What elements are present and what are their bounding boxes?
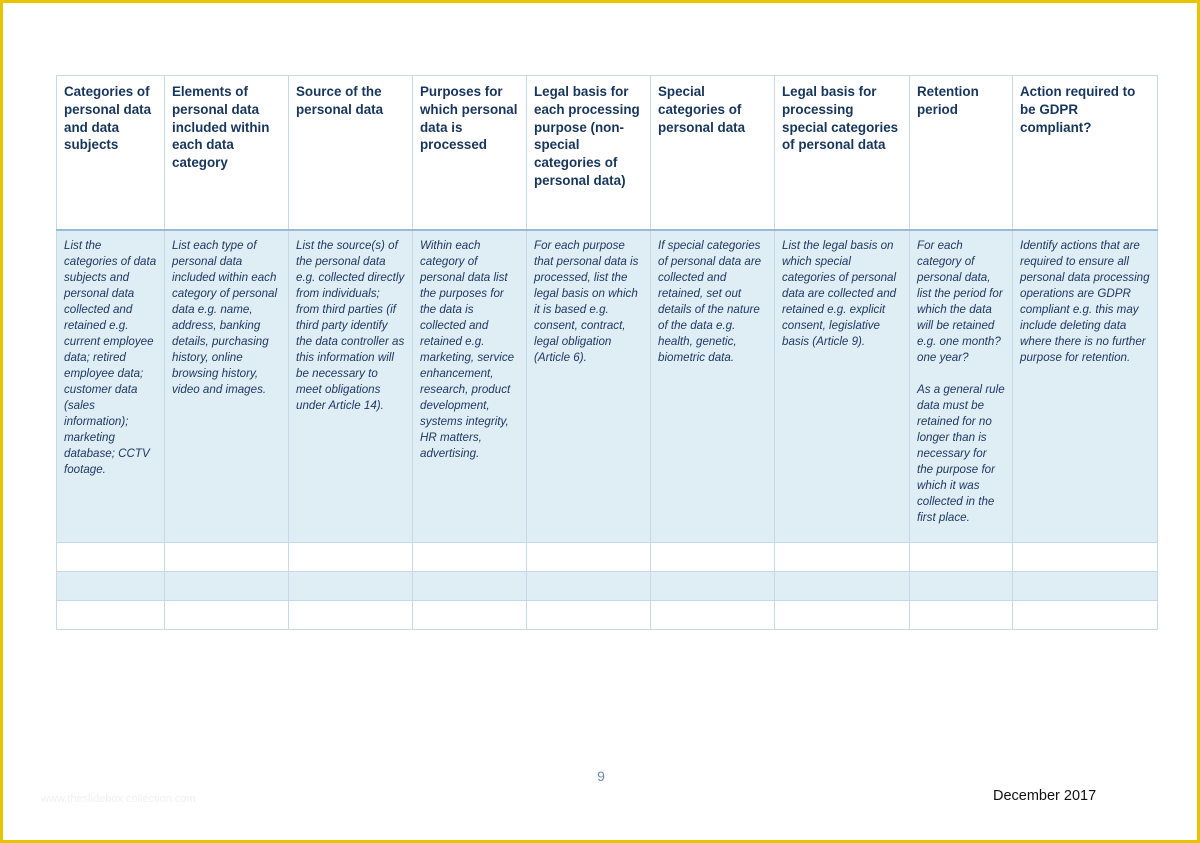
blank-cell[interactable] (910, 572, 1013, 601)
blank-cell[interactable] (1013, 601, 1158, 630)
cell-special-categories: If special categories of personal data are collected and retained, set out details of the nature of the data e.g. health, genetic, biometric data. (651, 230, 775, 543)
blank-cell[interactable] (651, 601, 775, 630)
table-header-row (57, 76, 1158, 231)
cell-categories: List the categories of data subjects and personal data collected and retained e.g. current employee data; retired employee data; customer data (sales information); marketing database; CCTV footage. (57, 230, 165, 543)
blank-cell[interactable] (910, 543, 1013, 572)
blank-cell[interactable] (289, 543, 413, 572)
blank-cell[interactable] (289, 572, 413, 601)
blank-cell[interactable] (165, 543, 289, 572)
footer-date: December 2017 (993, 788, 1097, 804)
table-row-blank (57, 601, 1158, 630)
header-source: Source of the personal data (289, 76, 413, 231)
cell-legal-basis: For each purpose that personal data is processed, list the legal basis on which it is based e.g. consent, contract, legal obligation (Article 6). (527, 230, 651, 543)
cell-purposes: Within each category of personal data list the purposes for the data is collected and retained e.g. marketing, service enhancement, research, product development, systems integrity, HR matters, advertising. (413, 230, 527, 543)
blank-cell[interactable] (775, 543, 910, 572)
table-row-guidance (57, 230, 1158, 543)
watermark-text: www.theslidebox.collection.com (41, 793, 196, 805)
blank-cell[interactable] (651, 543, 775, 572)
blank-cell[interactable] (527, 601, 651, 630)
cell-action-required: Identify actions that are required to ensure all personal data processing operations are GDPR compliant e.g. this may include deleting data where there is no further purpose for retention. (1013, 230, 1158, 543)
document-page (3, 3, 1197, 840)
blank-cell[interactable] (413, 543, 527, 572)
blank-cell[interactable] (165, 601, 289, 630)
header-retention-period: Retention period (910, 76, 1013, 231)
page-number: 9 (597, 768, 605, 784)
blank-cell[interactable] (413, 572, 527, 601)
table-row-blank (57, 543, 1158, 572)
blank-cell[interactable] (57, 572, 165, 601)
blank-cell[interactable] (651, 572, 775, 601)
header-elements: Elements of personal data included within each data category (165, 76, 289, 231)
header-legal-basis-special: Legal basis for processing special categories of personal data (775, 76, 910, 231)
blank-cell[interactable] (1013, 543, 1158, 572)
blank-cell[interactable] (775, 572, 910, 601)
header-legal-basis: Legal basis for each processing purpose (non-special categories of personal data) (527, 76, 651, 231)
cell-elements: List each type of personal data included within each category of personal data e.g. name, address, banking details, purchasing history, online browsing history, video and images. (165, 230, 289, 543)
cell-legal-basis-special: List the legal basis on which special categories of personal data are collected and retained e.g. explicit consent, legislative basis (Article 9). (775, 230, 910, 543)
blank-cell[interactable] (1013, 572, 1158, 601)
cell-retention-period (910, 230, 1013, 543)
blank-cell[interactable] (57, 601, 165, 630)
retention-general-rule: As a general rule data must be retained for no longer than is necessary for the purpose for which it was collected in the first place. (917, 383, 1005, 524)
blank-cell[interactable] (57, 543, 165, 572)
retention-guidance: For each category of personal data, list the period for which the data will be retained e.g. one month? one year? (917, 239, 1003, 364)
blank-cell[interactable] (910, 601, 1013, 630)
blank-cell[interactable] (527, 543, 651, 572)
gdpr-data-audit-table (56, 75, 1158, 630)
blank-cell[interactable] (527, 572, 651, 601)
header-special-categories: Special categories of personal data (651, 76, 775, 231)
header-categories: Categories of personal data and data subjects (57, 76, 165, 231)
blank-cell[interactable] (289, 601, 413, 630)
cell-source: List the source(s) of the personal data e.g. collected directly from individuals; from third parties (if third party identify the data controller as this information will be necessary to meet obligations under Article 14). (289, 230, 413, 543)
blank-cell[interactable] (413, 601, 527, 630)
table-row-blank (57, 572, 1158, 601)
header-purposes: Purposes for which personal data is processed (413, 76, 527, 231)
blank-cell[interactable] (165, 572, 289, 601)
header-action-required: Action required to be GDPR compliant? (1013, 76, 1158, 231)
blank-cell[interactable] (775, 601, 910, 630)
